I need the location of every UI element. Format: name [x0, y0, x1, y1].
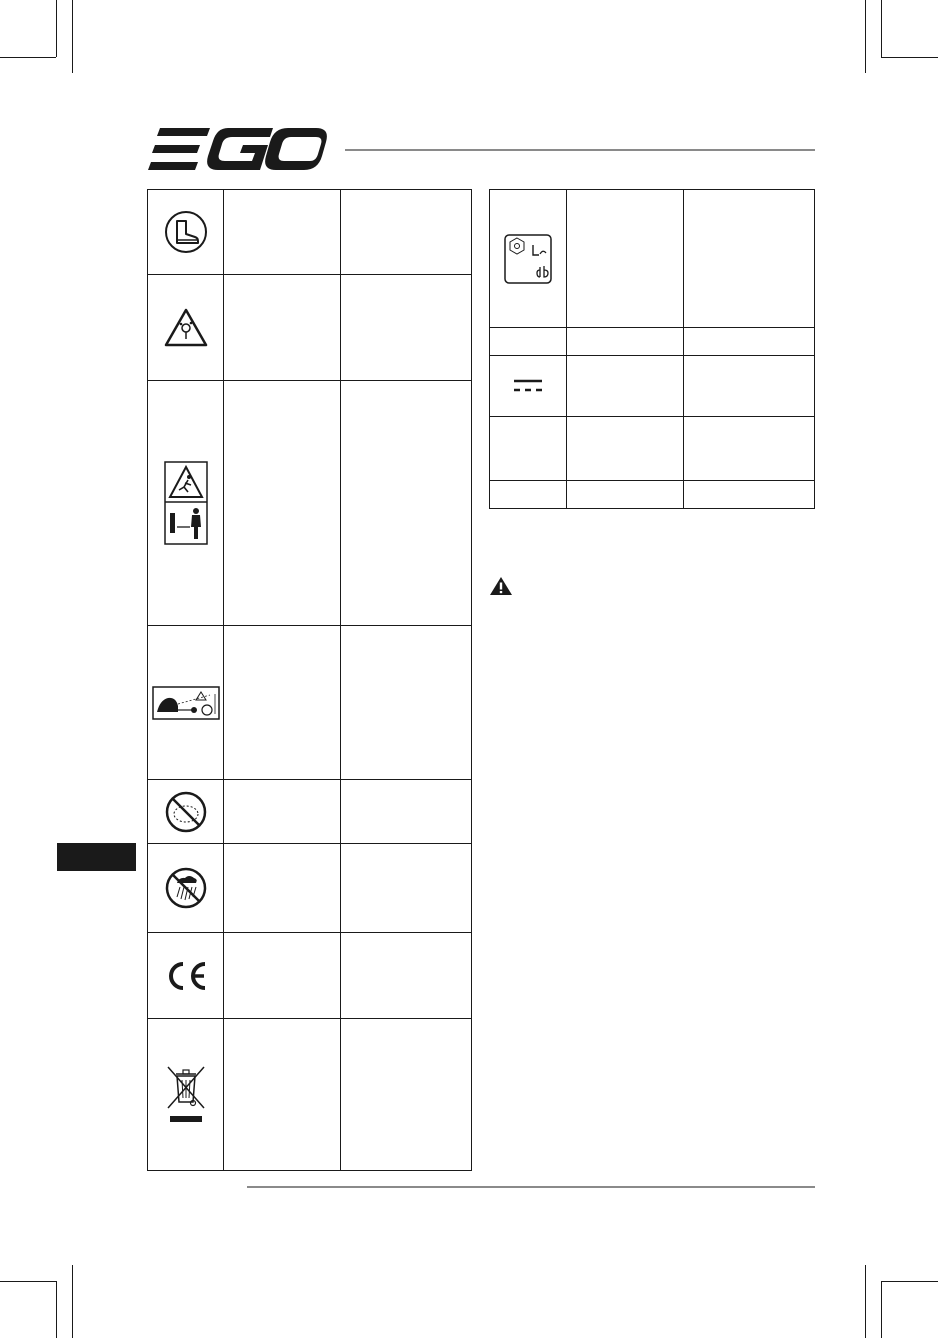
table-row	[148, 844, 472, 933]
symbol-meaning-cell	[341, 275, 472, 381]
symbol-name-cell	[567, 481, 684, 509]
symbol-name-cell	[224, 933, 341, 1019]
symbol-meaning-cell	[341, 844, 472, 933]
table-row	[148, 381, 472, 626]
symbol-name-cell	[224, 780, 341, 844]
symbol-meaning-cell	[684, 328, 815, 356]
symbol-meaning-cell	[341, 190, 472, 275]
table-row	[148, 933, 472, 1019]
warning-triangle-icon	[489, 576, 513, 601]
symbol-meaning-cell	[341, 933, 472, 1019]
crop-mark	[0, 57, 56, 58]
symbol-name-cell	[224, 190, 341, 275]
symbol-name-cell	[567, 328, 684, 356]
footer-rule	[247, 1186, 815, 1188]
safety-boots-icon	[148, 190, 224, 275]
symbol-name-cell	[567, 190, 684, 328]
table-row	[148, 626, 472, 780]
symbol-meaning-cell	[341, 381, 472, 626]
symbol-meaning-cell	[684, 190, 815, 328]
symbol-meaning-cell	[341, 626, 472, 780]
symbol-meaning-cell	[684, 481, 815, 509]
symbol-cell	[490, 481, 567, 509]
symbol-meaning-cell	[341, 780, 472, 844]
left-symbol-table	[147, 189, 472, 1171]
ego-logo	[148, 128, 328, 170]
symbol-name-cell	[567, 417, 684, 481]
symbol-meaning-cell	[684, 356, 815, 417]
no-rain-icon	[148, 844, 224, 933]
table-row	[148, 190, 472, 275]
symbol-meaning-cell	[341, 1019, 472, 1171]
table-row	[490, 190, 815, 328]
table-row	[490, 417, 815, 481]
table-row	[490, 356, 815, 417]
symbol-name-cell	[567, 356, 684, 417]
symbol-name-cell	[224, 381, 341, 626]
crop-mark	[0, 1281, 56, 1282]
ce-mark-icon	[148, 933, 224, 1019]
table-row	[148, 780, 472, 844]
crop-mark	[56, 0, 57, 57]
falling-objects-warning-icon	[148, 275, 224, 381]
symbol-cell	[490, 328, 567, 356]
header-rule	[345, 149, 815, 151]
crop-mark	[56, 1281, 57, 1338]
table-row	[490, 481, 815, 509]
crop-mark	[881, 1281, 938, 1282]
crop-mark	[72, 1265, 73, 1338]
symbol-meaning-cell	[684, 417, 815, 481]
crop-mark	[865, 1265, 866, 1338]
weee-crossed-bin-icon	[148, 1019, 224, 1171]
table-row	[490, 328, 815, 356]
language-tab	[57, 843, 136, 871]
no-wire-line-icon	[148, 780, 224, 844]
symbol-name-cell	[224, 275, 341, 381]
crop-mark	[881, 1281, 882, 1338]
crop-mark	[72, 0, 73, 73]
crop-mark	[865, 0, 866, 73]
crop-mark	[881, 0, 882, 57]
symbol-cell	[490, 417, 567, 481]
thrown-objects-keep-distance-icon	[148, 381, 224, 626]
sound-power-level-icon	[490, 190, 567, 328]
direct-current-icon	[490, 356, 567, 417]
table-row	[148, 275, 472, 381]
table-row	[148, 1019, 472, 1171]
bystander-distance-diagram-icon	[148, 626, 224, 780]
symbol-name-cell	[224, 844, 341, 933]
symbol-name-cell	[224, 1019, 341, 1171]
symbol-name-cell	[224, 626, 341, 780]
right-symbol-table	[489, 189, 815, 509]
crop-mark	[881, 57, 938, 58]
